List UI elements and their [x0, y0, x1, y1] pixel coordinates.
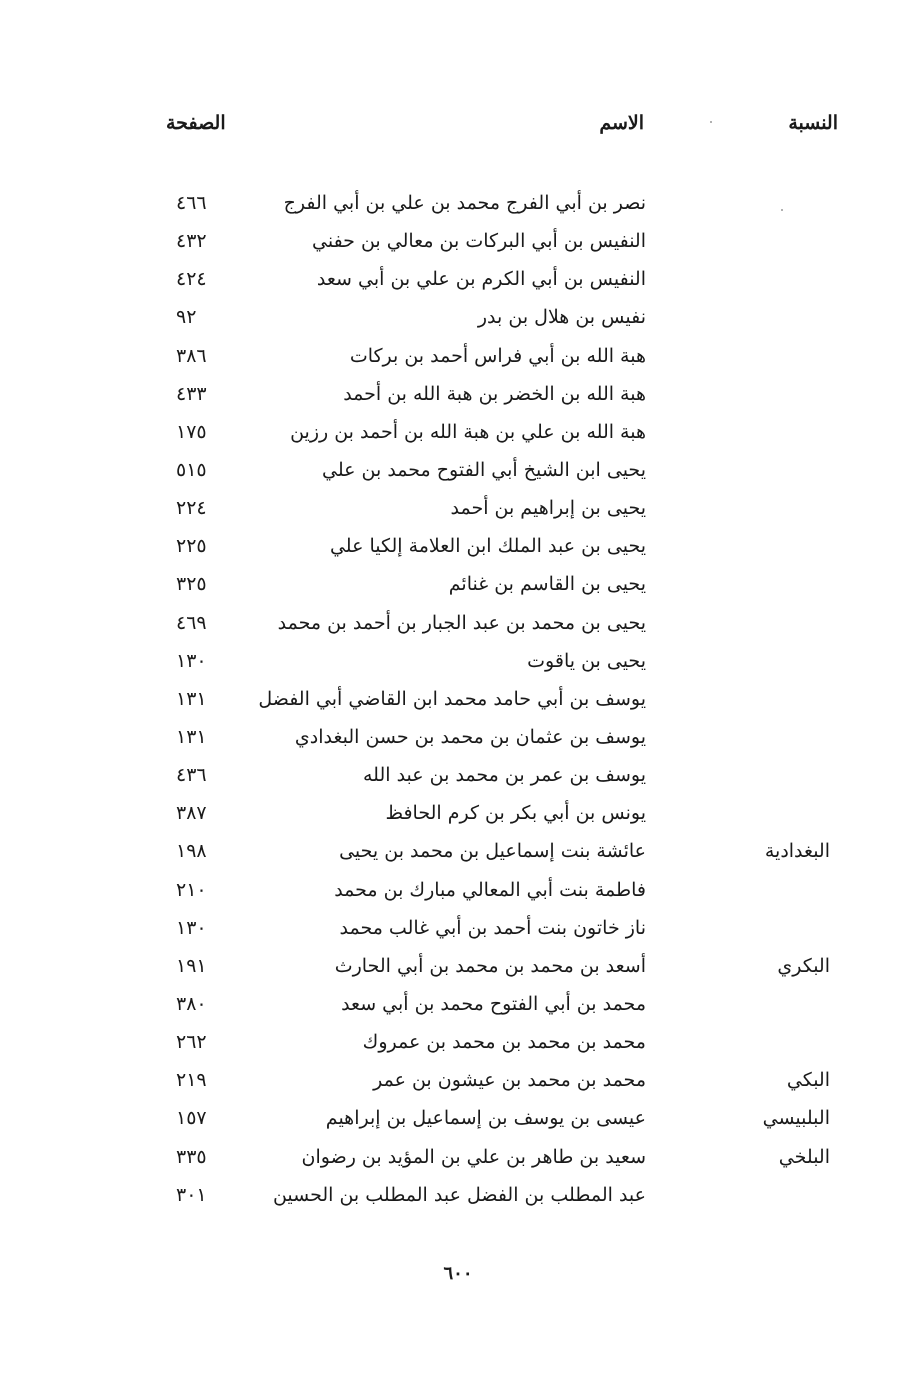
row-page: ١٥٧: [176, 1107, 207, 1130]
row-page: ٣٨٠: [176, 992, 207, 1015]
table-row: [0, 722, 916, 760]
row-page: ١٣٠: [176, 649, 207, 672]
row-page: ٥١٥: [176, 458, 207, 481]
row-page: ٩٢: [176, 306, 197, 329]
table-row: [0, 341, 916, 379]
table-row: [0, 913, 916, 951]
table-row: [0, 264, 916, 302]
row-name: محمد بن محمد بن محمد بن عمروك: [362, 1031, 646, 1054]
row-name: أسعد بن محمد بن محمد بن أبي الحارث: [334, 954, 646, 977]
row-page: ٤٣٢: [176, 230, 207, 253]
row-page: ٢٦٢: [176, 1031, 207, 1054]
row-name: يوسف بن أبي حامد محمد ابن القاضي أبي الفضل: [258, 687, 646, 710]
row-name: يحيى بن عبد الملك ابن العلامة إلكيا علي: [329, 535, 646, 558]
row-page: ٣٨٦: [176, 344, 207, 367]
table-row: [0, 951, 916, 989]
table-row: [0, 1180, 916, 1218]
row-page: ٣٠١: [176, 1183, 207, 1206]
row-name: النفيس بن أبي البركات بن معالي بن حفني: [312, 230, 646, 253]
page-number: ٦٠٠: [443, 1263, 473, 1284]
table-row: [0, 226, 916, 264]
row-name: يحيى بن ياقوت: [527, 649, 646, 672]
row-page: ٢١٠: [176, 878, 207, 901]
row-page: ٤٦٦: [176, 192, 207, 214]
row-page: ٢١٩: [176, 1069, 207, 1092]
row-page: ٢٢٤: [176, 497, 207, 520]
row-name: النفيس بن أبي الكرم بن علي بن أبي سعد: [316, 268, 646, 291]
row-page: ١٩٨: [176, 840, 207, 863]
header-nisba: النسبة: [788, 112, 838, 134]
row-page: ٤٣٣: [176, 382, 207, 405]
table-row: [0, 1103, 916, 1141]
table-row: [0, 531, 916, 569]
row-nisba: البكي: [786, 1069, 830, 1092]
row-page: ٢٢٥: [176, 535, 207, 558]
row-name: محمد بن محمد بن عيشون بن عمر: [373, 1069, 646, 1092]
header-name: الاسم: [599, 112, 644, 134]
row-page: ١٩١: [176, 954, 207, 977]
row-page: ١٣١: [176, 725, 207, 748]
table-row: [0, 1027, 916, 1065]
row-name: محمد بن أبي الفتوح محمد بن أبي سعد: [341, 992, 646, 1015]
table-row: [0, 302, 916, 340]
row-name: يحيى ابن الشيخ أبي الفتوح محمد بن علي: [322, 458, 646, 481]
row-name: يحيى بن محمد بن عبد الجبار بن أحمد بن محمد: [277, 611, 646, 634]
table-row: [0, 1065, 916, 1103]
row-page: ٤٢٤: [176, 268, 207, 291]
row-name: يوسف بن عثمان بن محمد بن حسن البغدادي: [294, 725, 646, 748]
table-row: [0, 646, 916, 684]
row-page: ٣٨٧: [176, 802, 207, 825]
row-page: ٤٣٦: [176, 764, 207, 787]
row-nisba: البلبيسي: [762, 1107, 830, 1130]
speck-mark: [710, 121, 712, 123]
table-row: [0, 760, 916, 798]
row-name: ناز خاتون بنت أحمد بن أبي غالب محمد: [339, 916, 646, 939]
row-name: نصر بن أبي الفرج محمد بن علي بن أبي الفرج: [283, 192, 646, 214]
row-page: ٣٢٥: [176, 573, 207, 596]
row-name: يونس بن أبي بكر بن كرم الحافظ: [385, 802, 646, 825]
row-nisba: البكري: [777, 954, 830, 977]
index-table: [0, 188, 916, 1218]
row-name: عائشة بنت إسماعيل بن محمد بن يحيى: [339, 840, 646, 863]
table-row: [0, 608, 916, 646]
row-name: هبة الله بن الخضر بن هبة الله بن أحمد: [343, 382, 646, 405]
table-row: [0, 798, 916, 836]
row-name: يحيى بن القاسم بن غنائم: [448, 573, 646, 596]
table-row: [0, 379, 916, 417]
row-name: يوسف بن عمر بن محمد بن عبد الله: [362, 764, 646, 787]
row-page: ١٣١: [176, 687, 207, 710]
table-row: [0, 569, 916, 607]
table-row: [0, 1142, 916, 1180]
table-row: [0, 493, 916, 531]
table-row: [0, 875, 916, 913]
row-page: ١٧٥: [176, 420, 207, 443]
table-row: [0, 836, 916, 874]
header-page: الصفحة: [166, 112, 226, 134]
row-nisba: البلخي: [778, 1145, 830, 1168]
row-name: يحيى بن إبراهيم بن أحمد: [450, 497, 646, 520]
row-name: نفيس بن هلال بن بدر: [477, 306, 646, 329]
table-row: [0, 684, 916, 722]
row-page: ١٣٠: [176, 916, 207, 939]
row-name: عبد المطلب بن الفضل عبد المطلب بن الحسين: [272, 1183, 646, 1206]
row-name: هبة الله بن أبي فراس أحمد بن بركات: [349, 344, 646, 367]
table-row: [0, 188, 916, 226]
row-page: ٤٦٩: [176, 611, 207, 634]
row-page: ٣٣٥: [176, 1145, 207, 1168]
row-name: عيسى بن يوسف بن إسماعيل بن إبراهيم: [325, 1107, 646, 1130]
row-name: سعيد بن طاهر بن علي بن المؤيد بن رضوان: [301, 1145, 646, 1168]
table-row: [0, 455, 916, 493]
row-name: هبة الله بن علي بن هبة الله بن أحمد بن رزين: [290, 420, 646, 443]
row-nisba: البغدادية: [764, 840, 830, 863]
table-row: [0, 989, 916, 1027]
row-name: فاطمة بنت أبي المعالي مبارك بن محمد: [334, 878, 646, 901]
table-row: [0, 417, 916, 455]
